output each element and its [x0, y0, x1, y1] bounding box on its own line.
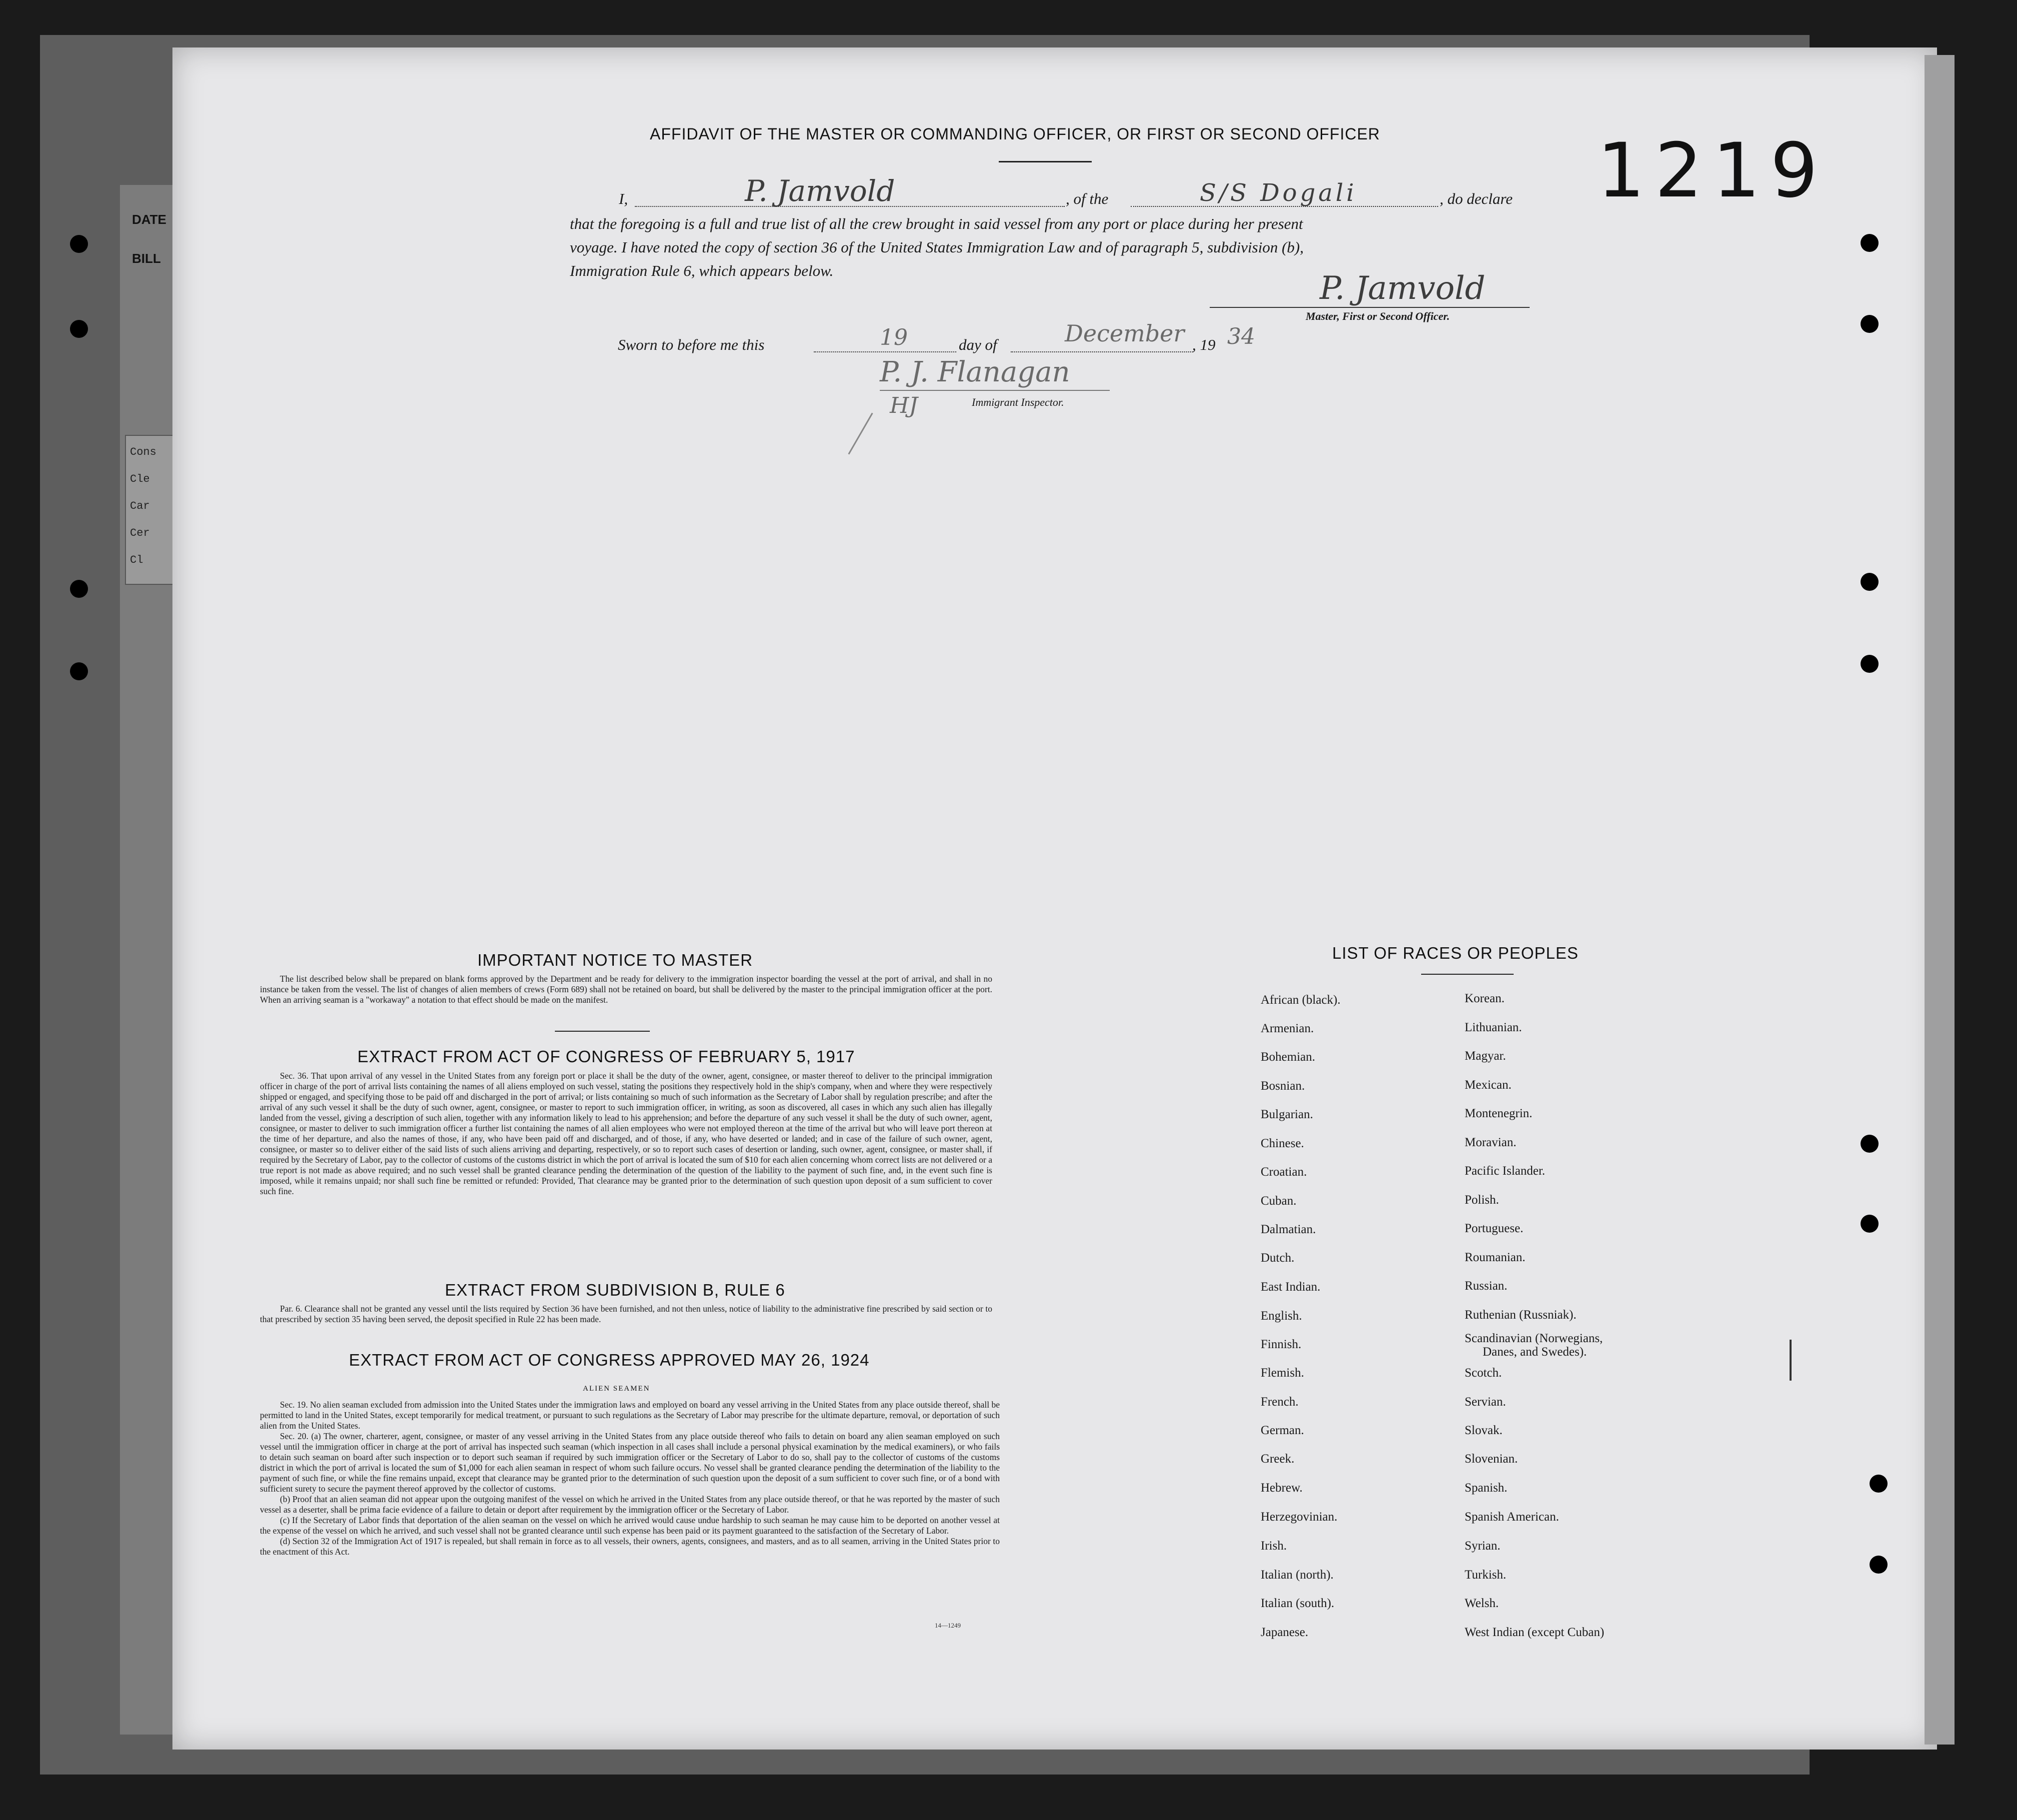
stamp-line: Cl: [130, 554, 143, 566]
sworn-month-field: [1011, 351, 1193, 352]
underlying-page-edge: [120, 185, 180, 1735]
record-number: 1219: [1597, 127, 1828, 214]
races-title: LIST OF RACES OR PEOPLES: [1332, 944, 1579, 962]
extract-1917-body: [260, 1071, 992, 1197]
signature-line: [1210, 307, 1530, 308]
extract-1917-title: EXTRACT FROM ACT OF CONGRESS OF FEBRUARY 5, 1917: [357, 1047, 855, 1066]
race-item: Moravian.: [1465, 1136, 1517, 1149]
race-item: Ruthenian (Russniak).: [1465, 1308, 1577, 1322]
extract-1924-paragraph: Sec. 20. (a) The owner, charterer, agent, consignee, or master of any vessel arriving in the United States from any place outside thereof who fails to detain on board any alien seaman employed on such vessel until the immigration officer in charge at the port of arrival has inspected such seaman (which inspection in all cases shall include a personal physical examination by the medical examiners), or who fails to detain such seaman on board after such inspection or to deport such seaman if required by such immigration officer or the Secretary of Labor to do so, shall pay to the collector of customs of the customs district in which the port of arrival is located the sum of $1,000 for each alien seaman in respect of whom such failure occurs. No vessel shall be granted clearance pending the determination of the liability to the payment of such fine, or while the fine remains unpaid, except that clearance may be granted prior to the determination of such question upon the deposit of a sum sufficient to cover such fine, or of a bond with sufficient surety to secure the payment thereof approved by the collector of customs.: [260, 1431, 1000, 1494]
punch-hole-icon: [1861, 573, 1879, 591]
extract-1924-paragraph: (c) If the Secretary of Labor finds that deportation of the alien seaman on the vessel on which he arrived would cause undue hardship to such seaman he may cause him to be deported on another vessel at the expense of the vessel on which he arrived, and such vessel shall not be granted clearance until such expense has been paid or its payment guaranteed to the satisfaction of the Secretary of Labor.: [260, 1515, 1000, 1536]
pencil-tick: [1790, 1340, 1792, 1381]
races-title-rule: [1421, 974, 1514, 975]
sworn-day-field: [814, 351, 956, 352]
punch-hole-icon: [70, 320, 88, 338]
race-item: Magyar.: [1465, 1049, 1506, 1063]
stamp-line: Cer: [130, 527, 150, 539]
punch-hole-icon: [70, 662, 88, 680]
race-item: West Indian (except Cuban): [1465, 1626, 1605, 1639]
race-item: East Indian.: [1261, 1280, 1321, 1294]
race-item: Croatian.: [1261, 1165, 1307, 1179]
section-divider: [555, 1031, 650, 1032]
affidavit-line-3: voyage. I have noted the copy of section 36 of the United States Immigration Law and of paragraph 5, subdivision (b),: [570, 238, 1304, 256]
inspector-signature: P. J. Flanagan: [880, 356, 1070, 388]
affidavit-line-4: Immigration Rule 6, which appears below.: [570, 262, 834, 279]
race-item: Turkish.: [1465, 1568, 1507, 1582]
inspector-signature-line: [880, 390, 1110, 391]
race-item: Portuguese.: [1465, 1222, 1524, 1235]
race-item: Montenegrin.: [1465, 1107, 1533, 1120]
race-item: German.: [1261, 1424, 1304, 1437]
race-item: Finnish.: [1261, 1338, 1302, 1351]
stamp-line: Cons: [130, 446, 156, 458]
master-signature: P. Jamvold: [1320, 270, 1486, 307]
notice-body: [260, 974, 992, 1005]
punch-hole-icon: [1870, 1475, 1888, 1493]
race-item: Italian (north).: [1261, 1568, 1334, 1582]
affidavit-line-1-prefix: I,: [619, 190, 628, 207]
race-item: Servian.: [1465, 1395, 1506, 1409]
signature-caption: Master, First or Second Officer.: [1306, 310, 1450, 322]
punch-hole-icon: [1861, 1135, 1879, 1153]
race-item: Herzegovinian.: [1261, 1510, 1338, 1524]
affidavit-line-1-suffix: , do declare: [1440, 190, 1513, 207]
extract-rule6-title: EXTRACT FROM SUBDIVISION B, RULE 6: [445, 1281, 785, 1299]
race-item: Syrian.: [1465, 1539, 1501, 1553]
race-item: Dutch.: [1261, 1251, 1295, 1265]
margin-label-date: DATE: [132, 212, 166, 227]
master-name: P. Jamvold: [745, 174, 895, 208]
year-prefix: , 19: [1192, 336, 1216, 353]
punch-hole-icon: [1861, 1215, 1879, 1233]
punch-hole-icon: [1861, 655, 1879, 673]
race-item: Lithuanian.: [1465, 1021, 1522, 1034]
race-item: Spanish American.: [1465, 1510, 1559, 1524]
punch-hole-icon: [1861, 234, 1879, 252]
extract-1924-paragraph: (d) Section 32 of the Immigration Act of 1917 is repealed, but shall remain in force as to all vessels, their owners, agents, consignees, and masters, and as to all seamen, arriving in the United States prior to the enactment of this Act.: [260, 1536, 1000, 1557]
form-number: 14—1249: [935, 1622, 961, 1629]
sworn-month: December: [1065, 320, 1185, 347]
race-item: Bosnian.: [1261, 1079, 1305, 1093]
race-item: French.: [1261, 1395, 1299, 1409]
race-item: Danes, and Swedes).: [1483, 1345, 1587, 1359]
affidavit-line-2: that the foregoing is a full and true list of all the crew brought in said vessel from any port or place during her present: [570, 215, 1303, 232]
race-item: English.: [1261, 1309, 1302, 1323]
day-of-label: day of: [959, 336, 997, 353]
page-right-edge: [1925, 55, 1955, 1745]
affidavit-title: AFFIDAVIT OF THE MASTER OR COMMANDING OFFICER, OR FIRST OR SECOND OFFICER: [650, 125, 1380, 143]
left-margin-labels: [132, 200, 166, 278]
race-item: Pacific Islander.: [1465, 1164, 1546, 1178]
stamp-line: Car: [130, 500, 150, 512]
race-item: Bohemian.: [1261, 1050, 1316, 1064]
race-item: Italian (south).: [1261, 1597, 1335, 1610]
race-item: Armenian.: [1261, 1022, 1314, 1035]
sworn-year: 34: [1227, 324, 1255, 349]
race-item: Scotch.: [1465, 1366, 1502, 1380]
punch-hole-icon: [1861, 315, 1879, 333]
race-item: Korean.: [1465, 992, 1505, 1005]
inspector-initials: HJ: [890, 393, 918, 418]
race-item: Roumanian.: [1465, 1251, 1526, 1264]
race-item: Slovak.: [1465, 1424, 1503, 1437]
extract-1917-paragraph: Sec. 36. That upon arrival of any vessel in the United States from any foreign port or place it shall be the duty of the owner, agent, consignee, or master thereof to deliver to the principal immigration officer in charge of the port of arrival lists containing the names of all aliens employed on such vessel, stating the positions they respectively hold in the ship's company, when and where they were respectively shipped or engaged, and specifying those to be paid off and discharged in the port of arrival; or lists containing so much of such information as the Secretary of Labor shall by regulation prescribe; and after the arrival of any such vessel it shall be the duty of such owner, agent, consignee, or master to report to such immigration officer, in writing, as soon as discovered, all cases in which any such alien has illegally landed from the vessel, giving a description of such alien, together with any information likely to lead to his apprehension; and before the departure of any such vessel it shall be the duty of such owner, agent, consignee, or master to deliver to such immigration officer a further list containing the names of all alien employees who were not employed thereon at the time of the arrival but who will leave port thereon at the time of her departure, and also the names of those, if any, who have been paid off and discharged, and of those, if any, who have deserted or landed; and in case of the failure of such owner, agent, consignee, or master so to deliver either of the said lists of such aliens arriving and departing, respectively, or so to report such cases of desertion or landing, such owner, agent, consignee, or master shall, if required by the Secretary of Labor, pay to the collector of customs of the customs district in which the port of arrival is located the sum of $10 for each alien concerning whom correct lists are not delivered or a true report is not made as above required; and no such vessel shall be granted clearance pending the determination of the question of the liability to the payment of such fine, and, in the event such fine is imposed, while it remains unpaid; nor shall such fine be remitted or refunded: Provided, That clearance may be granted prior to the determination of such question upon deposit of a sum sufficient to cover such fine.: [260, 1071, 992, 1196]
notice-title: IMPORTANT NOTICE TO MASTER: [477, 951, 753, 969]
race-item: Chinese.: [1261, 1137, 1304, 1150]
race-item: Cuban.: [1261, 1194, 1297, 1208]
title-rule: [999, 161, 1092, 162]
notice-paragraph: The list described below shall be prepared on blank forms approved by the Department and be ready for delivery to the immigration inspector boarding the vessel at the port of arrival, and shall in no instance be taken from the vessel. The list of changes of alien members of crews (Form 689) shall not be retained on board, but shall be delivered by the master to the principal immigration officer at the port. When an arriving seaman is a "workaway" a notation to that effect should be made on the manifest.: [260, 974, 992, 1005]
race-item: Greek.: [1261, 1452, 1295, 1466]
margin-label-bill: BILL: [132, 251, 161, 266]
sworn-prefix: Sworn to before me this: [618, 336, 765, 353]
race-item: African (black).: [1261, 993, 1341, 1007]
punch-hole-icon: [1870, 1556, 1888, 1574]
sworn-day: 19: [880, 325, 908, 350]
race-item: Scandinavian (Norwegians,: [1465, 1332, 1603, 1345]
race-item: Slovenian.: [1465, 1452, 1518, 1466]
race-item: Dalmatian.: [1261, 1223, 1316, 1236]
race-item: Welsh.: [1465, 1597, 1499, 1610]
race-item: Bulgarian.: [1261, 1108, 1313, 1121]
race-item: Russian.: [1465, 1279, 1508, 1293]
punch-hole-icon: [70, 235, 88, 253]
race-item: Polish.: [1465, 1193, 1499, 1207]
inspector-caption: Immigrant Inspector.: [972, 396, 1064, 408]
extract-1924-paragraph: (b) Proof that an alien seaman did not appear upon the outgoing manifest of the vessel on which he arrived in the United States from any place outside thereof, or that he was reported by the master of such vessel as a deserter, shall be prima facie evidence of a failure to detain or deport after requirement by the immigration officer or the Secretary of Labor.: [260, 1494, 1000, 1515]
race-item: Mexican.: [1465, 1078, 1512, 1092]
alien-seamen-subtitle: ALIEN SEAMEN: [583, 1385, 650, 1393]
punch-hole-icon: [70, 580, 88, 598]
race-item: Flemish.: [1261, 1366, 1304, 1380]
affidavit-line-1-mid: , of the: [1066, 190, 1109, 207]
race-item: Japanese.: [1261, 1626, 1309, 1639]
extract-rule6-paragraph: Par. 6. Clearance shall not be granted any vessel until the lists required by Section 36 have been furnished, and not then unless, notice of liability to the administrative fine prescribed by said section or to that prescribed by section 35 having been served, the deposit specified in Rule 22 has been made.: [260, 1304, 992, 1324]
extract-rule6-body: [260, 1304, 992, 1325]
race-item: Hebrew.: [1261, 1481, 1303, 1495]
vessel-name: S/S Dogali: [1200, 179, 1357, 207]
race-item: Irish.: [1261, 1539, 1287, 1553]
race-item: Spanish.: [1465, 1481, 1508, 1495]
extract-1924-body: [260, 1400, 1000, 1557]
stamp-line: Cle: [130, 473, 150, 485]
extract-1924-paragraph: Sec. 19. No alien seaman excluded from admission into the United States under the immigration laws and employed on board any vessel arriving in the United States from any place outside thereof, shall be permitted to land in the United States, except temporarily for medical treatment, or pursuant to such regulations as the Secretary of Labor may prescribe for the ultimate departure, removal, or deportation of such alien from the United States.: [260, 1400, 1000, 1431]
extract-1924-title: EXTRACT FROM ACT OF CONGRESS APPROVED MAY 26, 1924: [349, 1351, 870, 1369]
